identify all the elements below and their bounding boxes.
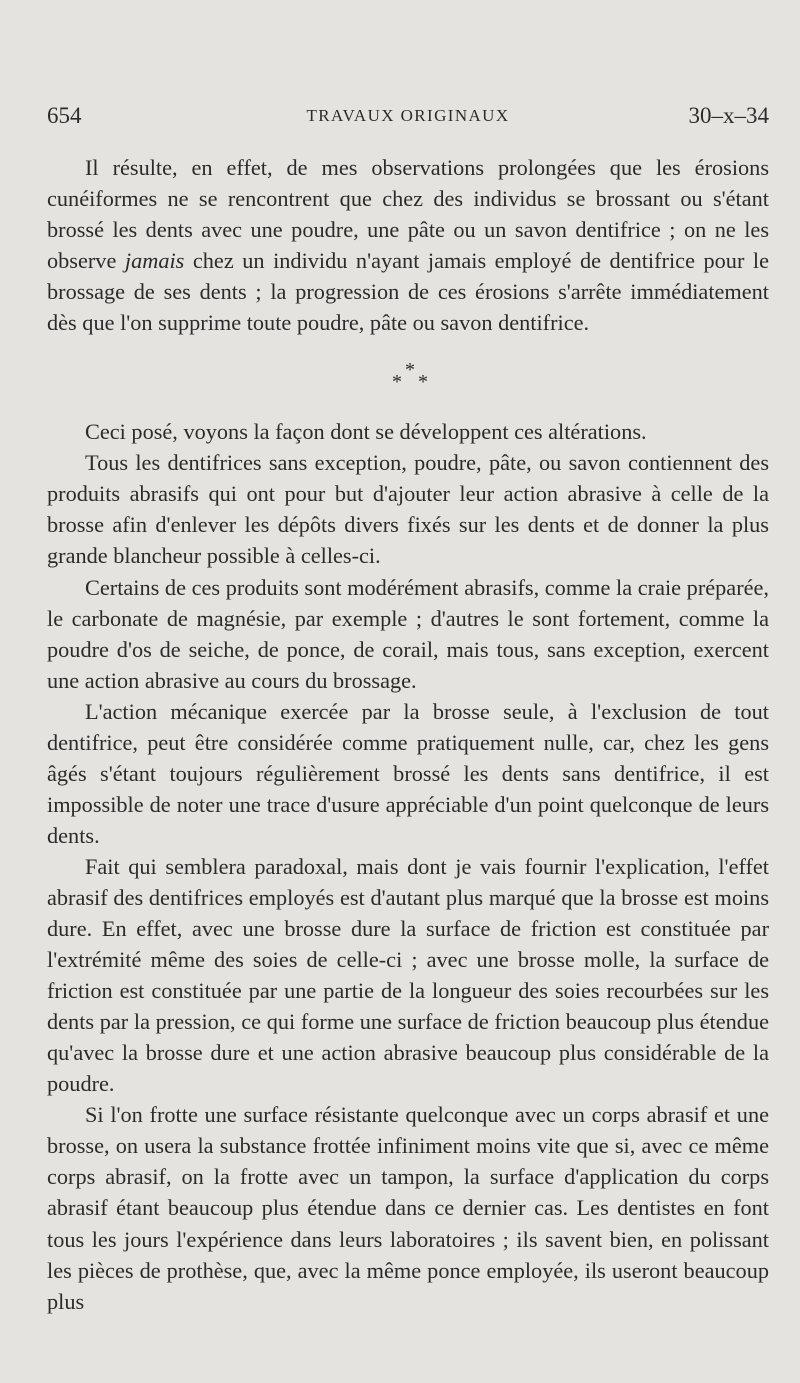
section-separator <box>47 338 769 416</box>
running-title: TRAVAUX ORIGINAUX <box>306 106 510 125</box>
page-number: 654 <box>47 103 82 128</box>
article-body <box>47 152 769 1317</box>
asterism-star-right: * <box>418 371 428 394</box>
emphasis-word: jamais <box>124 248 185 274</box>
paragraph-5: L'action mécanique exercée par la brosse seule, à l'exclusion de tout dentifrice, peut être considérée comme pratiquement nulle, car, chez les gens âgés s'étant toujours régulièrement brossé les dents sans dentifrice, il est impossible de noter une trace d'usure appréciable d'un point quelconque de leurs dents. <box>47 698 769 848</box>
paragraph-4: Certains de ces produits sont modérément abrasifs, comme la craie préparée, le carbonate de magnésie, par exemple ; d'autres le sont fortement, comme la poudre d'os de seiche, de ponce, de corail, mais tous, sans exception, exercent une action abrasive au cours du brossage. <box>47 574 769 693</box>
asterism-star-top: * <box>405 359 415 382</box>
paragraph-1-text-before: Il résulte, en effet, de mes observations prolongées que les érosions cunéiformes ne se rencontrent que chez des individus se brossant ou s'étant brossé les dents avec une poudre, une pâte ou un savon dentifrice ; on ne les observe <box>47 155 769 274</box>
paragraph-1 <box>47 152 769 338</box>
paragraph-3: Tous les dentifrices sans exception, poudre, pâte, ou savon contiennent des produits abrasifs qui ont pour but d'ajouter leur action abrasive à celle de la brosse afin d'enlever les dépôts divers fixés sur les dents et de donner la plus grande blancheur possible à celles-ci. <box>47 450 769 569</box>
paragraph-2: Ceci posé, voyons la façon dont se développent ces altérations. <box>85 419 647 445</box>
page-header <box>47 100 769 132</box>
asterism-star-left: * <box>392 371 402 394</box>
paragraph-7: Si l'on frotte une surface résistante quelconque avec un corps abrasif et une brosse, on usera la substance frottée infiniment moins vite que si, avec ce même corps abrasif, on la frotte avec un tampon, la surface d'application du corps abrasif étant beaucoup plus étendue dans ce dernier cas. Les dentistes en font tous les jours l'expérience dans leurs laboratoires ; ils savent bien, en polissant les pièces de prothèse, que, avec la même ponce employée, ils useront beaucoup plus <box>47 1102 769 1314</box>
issue-date: 30–x–34 <box>688 103 769 128</box>
paragraph-6: Fait qui semblera paradoxal, mais dont je vais fournir l'explication, l'effet abrasif des dentifrices employés est d'autant plus marqué que la brosse est moins dure. En effet, avec une brosse dure la surface de friction est constituée par l'extrémité même des soies de celle-ci ; avec une brosse molle, la surface de friction est constituée par une partie de la longueur des soies recourbées sur les dents par la pression, ce qui forme une surface de friction beaucoup plus étendue qu'avec la brosse dure et une action abrasive beaucoup plus considérable de la poudre. <box>47 853 769 1097</box>
paragraph-1-text-after: chez un individu n'ayant jamais employé de dentifrice pour le brossage de ses dents ; la progression de ces érosions s'arrête immédiatement dès que l'on supprime toute poudre, pâte ou savon dentifrice. <box>47 248 769 336</box>
